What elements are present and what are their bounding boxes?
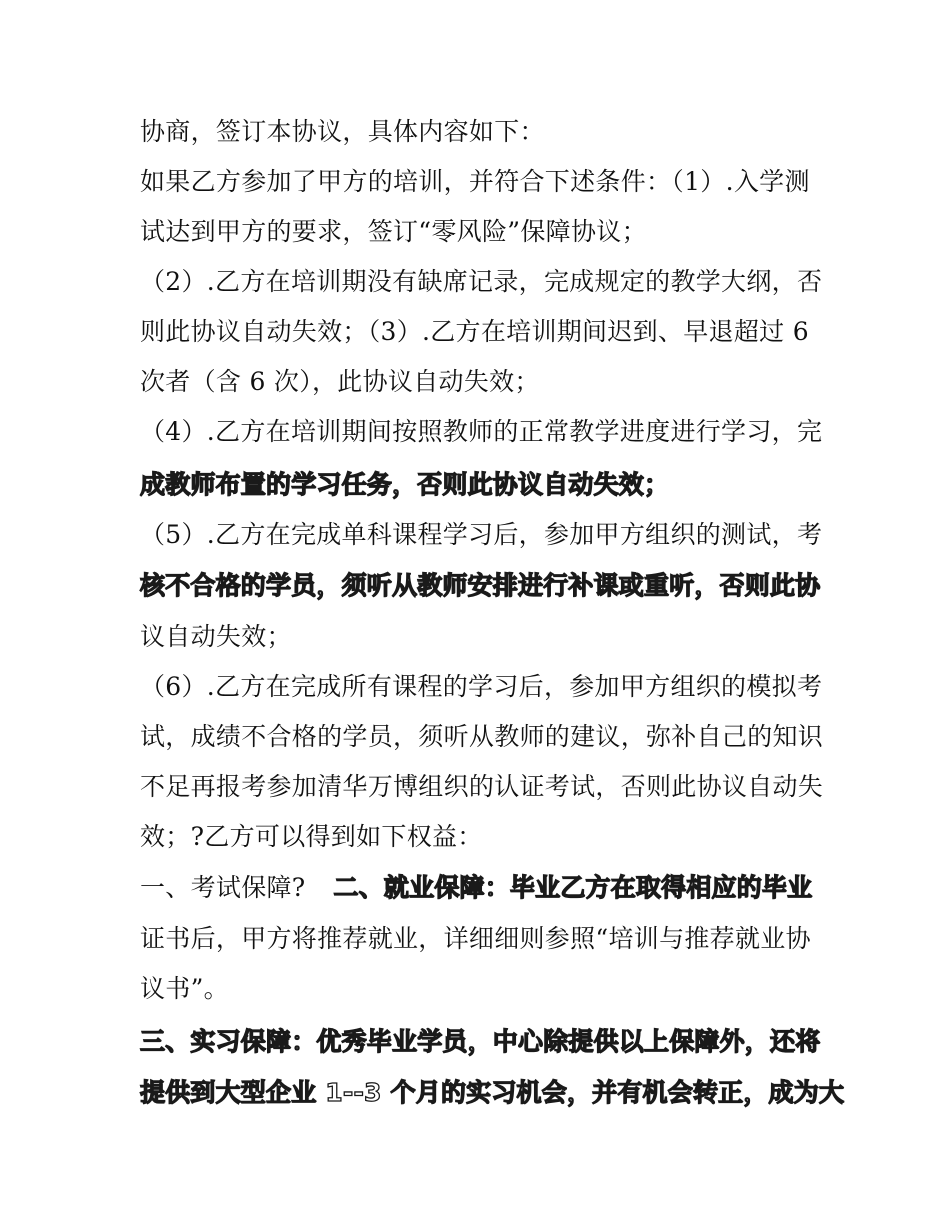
text-line: 则此协议自动失效；（3）.乙方在培训期间迟到、早退超过 6	[140, 317, 809, 346]
mixed-text-line	[140, 868, 820, 908]
text-line: （6）.乙方在完成所有课程的学习后，参加甲方组织的模拟考	[140, 672, 823, 701]
text-line: 议书”。	[140, 974, 229, 1003]
text-line: （4）.乙方在培训期间按照教师的正常教学进度进行学习，完	[140, 417, 823, 446]
employment-guarantee-text: 二、就业保障：毕业乙方在取得相应的毕业	[333, 873, 813, 902]
outlined-text-line: 提供到大型企业 1--3 个月的实习机会，并有机会转正，成为大	[140, 1078, 845, 1107]
text-line: 议自动失效；	[140, 622, 292, 651]
exam-guarantee-text: 一、考试保障?	[140, 873, 306, 902]
text-line: 协商，签订本协议，具体内容如下：	[140, 117, 545, 146]
text-line: 证书后，甲方将推荐就业，详细细则参照“培训与推荐就业协	[140, 924, 811, 953]
text-line: 不足再报考参加清华万博组织的认证考试，否则此协议自动失	[140, 772, 824, 801]
outlined-text-line: 成教师布置的学习任务，否则此协议自动失效；	[140, 470, 670, 499]
text-line: （5）.乙方在完成单科课程学习后，参加甲方组织的测试，考	[140, 520, 823, 549]
text-line: 效；?乙方可以得到如下权益：	[140, 822, 483, 851]
text-line: 试达到甲方的要求，签订“零风险”保障协议；	[140, 217, 647, 246]
text-line: 试，成绩不合格的学员，须听从教师的建议，弥补自己的知识	[140, 722, 824, 751]
text-line: 如果乙方参加了甲方的培训，并符合下述条件：（1）.入学测	[140, 167, 810, 196]
text-line: 次者（含 6 次），此协议自动失效；	[140, 367, 540, 396]
text-line: （2）.乙方在培训期没有缺席记录，完成规定的教学大纲，否	[140, 267, 823, 296]
outlined-text-line: 三、实习保障：优秀毕业学员，中心除提供以上保障外，还将	[140, 1027, 821, 1056]
outlined-text-line: 核不合格的学员，须听从教师安排进行补课或重听，否则此协	[140, 571, 821, 600]
